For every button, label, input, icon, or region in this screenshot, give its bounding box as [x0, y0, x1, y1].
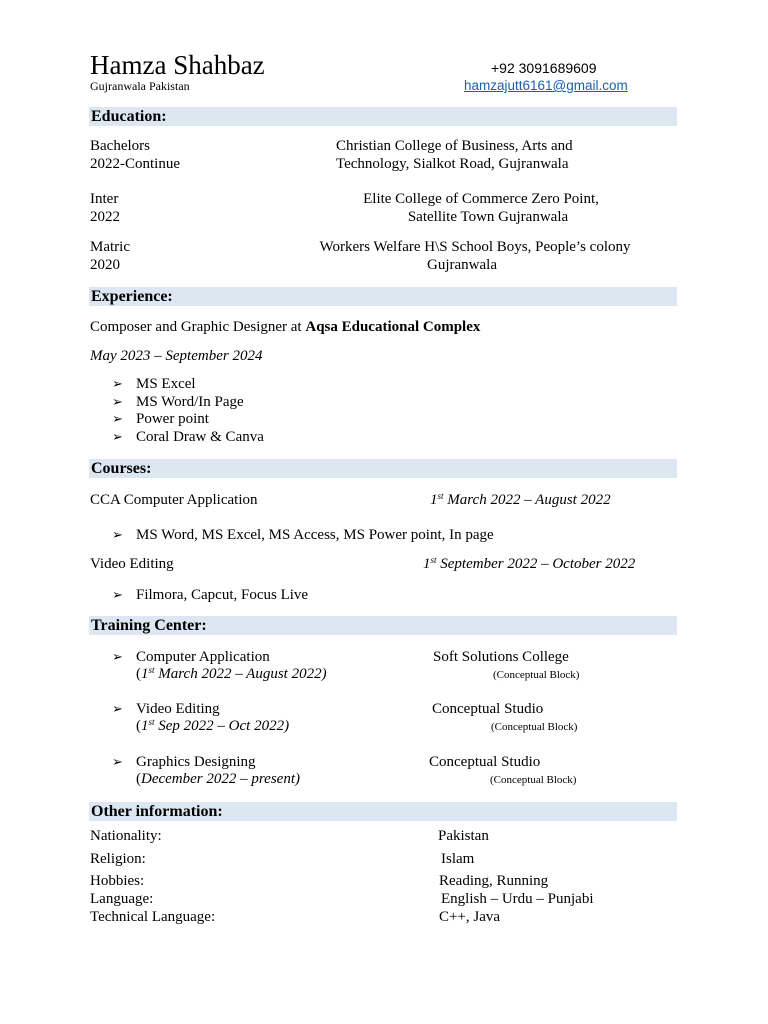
training-note: (Conceptual Block) [490, 774, 577, 786]
section-title: Experience: [91, 288, 173, 305]
arrow-bullet-icon: ➢ [112, 754, 123, 769]
info-value: Islam [441, 851, 475, 867]
education-year: 2022-Continue [90, 156, 180, 172]
info-label: Religion: [90, 851, 146, 867]
list-item [112, 649, 270, 665]
education-institution: Christian College of Business, Arts and [336, 138, 573, 154]
info-value: Reading, Running [439, 873, 549, 889]
section-courses [89, 459, 677, 478]
arrow-bullet-icon: ➢ [112, 587, 123, 602]
arrow-bullet-icon: ➢ [112, 394, 123, 409]
date-suffix: st [430, 555, 437, 565]
section-title: Education: [91, 108, 167, 125]
phone-number: +92 3091689609 [491, 60, 597, 76]
experience-company: Aqsa Educational Complex [305, 319, 481, 335]
section-title: Other information: [91, 803, 223, 820]
info-label: Language: [90, 891, 154, 907]
info-label: Hobbies: [90, 873, 145, 889]
arrow-bullet-icon: ➢ [112, 411, 123, 426]
date-suffix: st [437, 491, 444, 501]
experience-role [90, 320, 480, 335]
training-date [136, 667, 327, 682]
date-range: March 2022 – August 2022 [443, 492, 611, 508]
training-place: Conceptual Studio [432, 701, 544, 717]
list-item [112, 411, 209, 427]
arrow-bullet-icon: ➢ [112, 701, 123, 716]
training-place: Conceptual Studio [429, 754, 541, 770]
section-experience [89, 287, 677, 306]
date-day: 1 [141, 666, 149, 682]
list-item [112, 527, 494, 543]
experience-title: Composer and Graphic Designer at [90, 319, 306, 335]
skill-label: MS Word/In Page [136, 394, 244, 410]
training-date [136, 772, 300, 787]
date-range: March 2022 – August 2022) [154, 666, 327, 682]
info-value: Pakistan [438, 828, 489, 844]
date-range: Sep 2022 – Oct 2022) [154, 718, 290, 734]
experience-period: May 2023 – September 2024 [90, 348, 263, 364]
paren: ( [136, 718, 141, 734]
arrow-bullet-icon: ➢ [112, 429, 123, 444]
training-note: (Conceptual Block) [493, 669, 580, 681]
list-item [112, 701, 220, 717]
section-title: Training Center: [91, 617, 207, 634]
course-name: Video Editing [90, 556, 174, 572]
education-institution: Elite College of Commerce Zero Point, [363, 191, 599, 207]
education-institution: Technology, Sialkot Road, Gujranwala [336, 156, 569, 172]
education-degree: Bachelors [90, 138, 150, 154]
paren: ( [136, 771, 141, 787]
date-day: 1 [423, 556, 431, 572]
training-name: Video Editing [136, 701, 220, 717]
candidate-location: Gujranwala Pakistan [90, 79, 190, 93]
education-year: 2020 [90, 257, 120, 273]
info-value: English – Urdu – Punjabi [441, 891, 594, 907]
date-range: September 2022 – October 2022 [436, 556, 636, 572]
list-item [112, 376, 196, 392]
date-range: December 2022 – present) [141, 771, 300, 787]
course-name: CCA Computer Application [90, 492, 258, 508]
education-degree: Inter [90, 191, 119, 207]
list-item [112, 429, 264, 445]
course-topics: MS Word, MS Excel, MS Access, MS Power point, In page [136, 527, 494, 543]
info-value: C++, Java [439, 909, 501, 925]
list-item [112, 754, 256, 770]
list-item [112, 394, 244, 410]
arrow-bullet-icon: ➢ [112, 527, 123, 542]
course-date [430, 493, 611, 508]
skill-label: Power point [136, 411, 209, 427]
info-label: Technical Language: [90, 909, 216, 925]
training-name: Computer Application [136, 649, 270, 665]
training-place: Soft Solutions College [433, 649, 569, 665]
education-institution: Workers Welfare H\S School Boys, People’s colony [319, 239, 631, 255]
course-date [423, 557, 635, 572]
email-link[interactable]: hamzajutt6161@gmail.com [464, 78, 628, 93]
education-year: 2022 [90, 209, 120, 225]
date-suffix: st [148, 665, 155, 675]
candidate-name: Hamza Shahbaz [90, 50, 265, 80]
arrow-bullet-icon: ➢ [112, 376, 123, 391]
section-training [89, 616, 677, 635]
date-day: 1 [141, 718, 149, 734]
date-suffix: st [148, 717, 155, 727]
course-topics: Filmora, Capcut, Focus Live [136, 587, 309, 603]
section-title: Courses: [91, 460, 152, 477]
arrow-bullet-icon: ➢ [112, 649, 123, 664]
date-day: 1 [430, 492, 438, 508]
education-degree: Matric [90, 239, 130, 255]
section-other [89, 802, 677, 821]
skill-label: MS Excel [136, 376, 196, 392]
training-note: (Conceptual Block) [491, 721, 578, 733]
list-item [112, 587, 309, 603]
skill-label: Coral Draw & Canva [136, 429, 264, 445]
section-education [89, 107, 677, 126]
education-institution: Gujranwala [427, 257, 497, 273]
training-date [136, 719, 289, 734]
paren: ( [136, 666, 141, 682]
education-institution: Satellite Town Gujranwala [407, 209, 569, 225]
training-name: Graphics Designing [136, 754, 256, 770]
info-label: Nationality: [90, 828, 162, 844]
